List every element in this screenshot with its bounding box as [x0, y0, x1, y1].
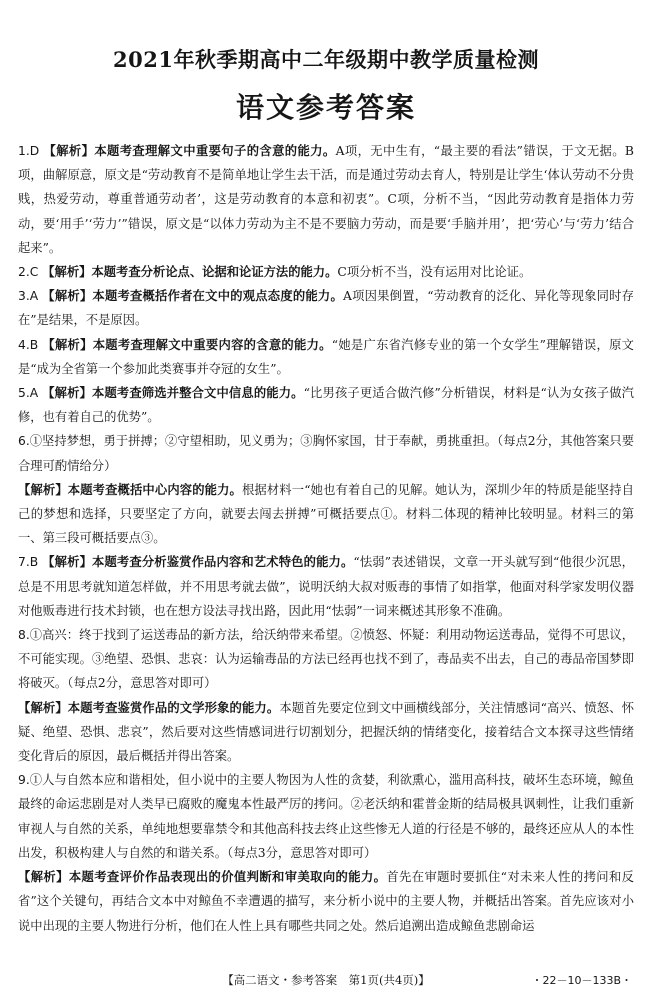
item-number: 2.C	[18, 265, 39, 280]
document-title: 2021年秋季期高中二年级期中教学质量检测	[113, 47, 539, 72]
analysis-tag: 【解析】	[42, 386, 93, 401]
item-number: 8.	[18, 628, 30, 643]
analysis-tag: 【解析】	[43, 144, 95, 158]
analysis-lead: 本题考查分析鉴赏作品内容和艺术特色的能力。	[92, 555, 354, 570]
answer-list	[18, 139, 634, 938]
analysis-text: C项分析不当，没有运用对比论证。	[337, 265, 532, 280]
analysis-text: 根据材料一“她也有着自己的见解。她认为，深圳少年的特质是能坚持自己的梦想和选择，只要坚定了方向，就要去闯去拼搏”可概括要点①。材料二体现的精神比较明显。材料三的第一、第三段可概括要点③。	[18, 482, 634, 546]
item-number: 9.	[18, 773, 30, 788]
item-number: 6.	[18, 434, 30, 449]
analysis-tag: 【解析】	[42, 555, 93, 570]
answer-item-1	[18, 139, 634, 260]
answer-text: ①坚持梦想，勇于拼搏；②守望相助，见义勇为；③胸怀家国，甘于奉献，勇挑重担。（每点2分，其他答案只要合理可酌情给分）	[18, 434, 634, 473]
item-number: 1.D	[18, 144, 40, 158]
analysis-tag: 【解析】	[42, 265, 92, 280]
item-number: 5.A	[18, 386, 39, 401]
analysis-tag: 【解析】	[18, 700, 68, 715]
analysis-text: “她是广东省汽修专业的第一个女学生”理解错误，原文是“成为全省第一个参加此类赛事并夺冠的女生”。	[18, 337, 634, 376]
page-footer	[0, 972, 652, 992]
analysis-lead: 本题考查理解文中重要内容的含意的能力。	[92, 337, 332, 352]
analysis-lead: 本题考查评价作品表现出的价值判断和审美取向的能力。	[68, 870, 387, 885]
analysis-text: “怯弱”表述错误，文章一开头就写到“他很少沉思，总是不用思考就知道怎样做，并不用思考就去做”，说明沃纳大叔对贩毒的事情了如指掌，他面对科学家发明仪器对他贩毒进行技术封锁，也在想方设法寻找出路，因此用“怯弱”一词来概述其形象不准确。	[18, 555, 634, 618]
analysis-lead: 本题考查分析论点、论据和论证方法的能力。	[91, 265, 338, 280]
analysis-text: A项因果倒置，“劳动教育的泛化、异化等现象同时存在”是结果，不是原因。	[18, 289, 634, 328]
footer-code: ・22－10－133B・	[531, 974, 632, 987]
answer-item-8	[18, 623, 634, 768]
answer-item-7	[18, 550, 634, 623]
answer-item-3	[18, 284, 634, 332]
answer-item-4	[18, 333, 634, 381]
answer-item-6	[18, 429, 634, 550]
answer-text: ①人与自然本应和谐相处，但小说中的主要人物因为人性的贪婪，利欲熏心，滥用高科技，破坏生态环境，鲸鱼最终的命运悲剧是对人类早已腐败的魔鬼本性最严厉的拷问。②老沃纳和霍普金斯的结局极具讽刺性，让我们重新审视人与自然的关系，单纯地想要靠禁令和其他高科技去终止这些惨无人道的行径是不够的，最终还应从人的本性出发，积极构建人与自然的和谐关系。（每点3分，意思答对即可）	[18, 773, 634, 860]
item-number: 4.B	[18, 337, 39, 352]
analysis-lead: 本题考查理解文中重要句子的含意的能力。	[94, 144, 336, 158]
answer-item-9	[18, 768, 634, 937]
analysis-tag: 【解析】	[42, 337, 93, 352]
analysis-text: 首先在审题时要抓住“对未来人性的拷问和反省”这个关键句，再结合文本中对鲸鱼不幸遭遇的描写，来分析小说中的主要人物，并概括出答案。首先应该对小说中出现的主要人物进行分析，他们在人性上具有哪些共同之处。然后追溯出造成鲸鱼悲剧命运	[18, 870, 634, 933]
analysis-lead: 本题考查鉴赏作品的文学形象的能力。	[67, 700, 280, 715]
answer-text: ①高兴：终于找到了运送毒品的新方法，给沃纳带来希望。②愤怒、怀疑：利用动物运送毒品，觉得不可思议，不可能实现。③绝望、恐惧、悲哀：认为运输毒品的方法已经再也找不到了，毒品卖不出去，自己的毒品帝国梦即将破灭。（每点2分，意思答对即可）	[18, 628, 634, 691]
analysis-lead: 本题考查概括作者在文中的观点态度的能力。	[92, 289, 343, 304]
answer-item-2	[18, 260, 634, 284]
document-subtitle: 语文参考答案	[235, 91, 416, 124]
item-number: 7.B	[18, 555, 39, 570]
analysis-tag: 【解析】	[42, 289, 93, 304]
analysis-lead: 本题考查概括中心内容的能力。	[67, 482, 242, 497]
analysis-tag: 【解析】	[18, 870, 69, 885]
answer-item-5	[18, 381, 634, 429]
analysis-text: 本题首先要定位到文中画横线部分，关注情感词“高兴、愤怒、怀疑、绝望、恐惧、悲哀”，然后要对这些情感词进行切割划分，把握沃纳的情绪变化，接着结合文本探寻这些情绪变化背后的原因，最后概括并得出答案。	[18, 700, 634, 764]
analysis-tag: 【解析】	[18, 482, 68, 497]
analysis-text: “比男孩子更适合做汽修”分析错误，材料是“认为女孩子做汽修，也有着自己的优势”。	[18, 386, 634, 425]
item-number: 3.A	[18, 289, 39, 304]
footer-page-info: 【高二语文・参考答案 第1页(共4页)】	[222, 973, 430, 987]
analysis-text: A项，无中生有，“最主要的看法”错误，于文无据。B项，曲解原意，原文是“劳动教育不是简单地让学生去干活，而是通过劳动去育人，特别是让学生‘体认劳动不分贵贱，热爱劳动，尊重普通劳动者’，这是劳动教育的本意和初衷”。C项，分析不当，“因此劳动教育是指体力劳动，要‘用手’‘劳力’”错误，原文是“以体力劳动为主不是不要脑力劳动，而是要‘手脑并用’，把‘劳心’与‘劳力’结合起来”。	[18, 144, 634, 255]
analysis-lead: 本题考查筛选并整合文中信息的能力。	[92, 386, 304, 401]
